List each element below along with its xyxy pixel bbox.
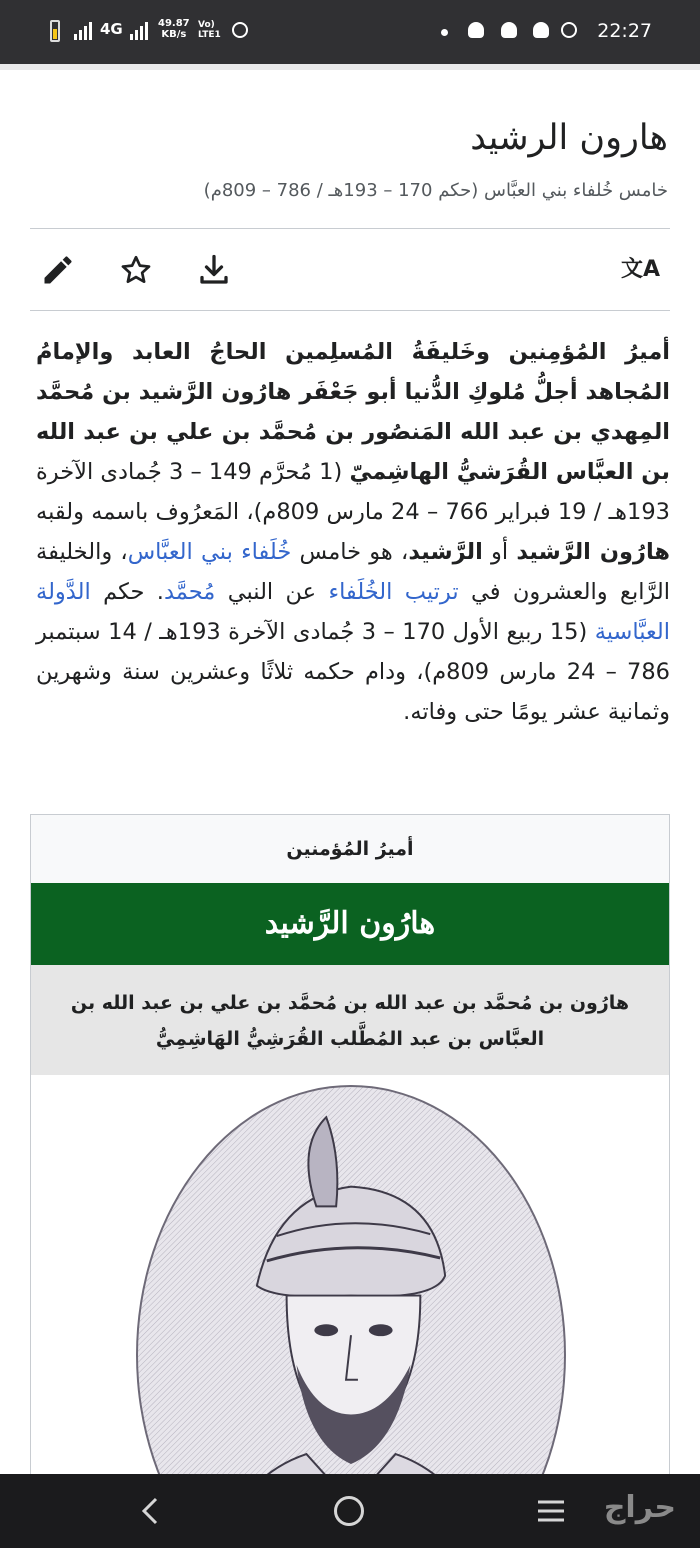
toolbar-divider xyxy=(30,310,670,311)
watermark-logo: حراج xyxy=(603,1490,676,1525)
whatsapp-icon xyxy=(561,22,577,38)
lead-dates: (1 مُحرَّم 149 – 3 جُمادى الآخرة 193هـ / 19 فبراير 766 – 24 مارس 809م)، المَعرُوف باسمه ولقبه xyxy=(36,459,670,525)
back-chevron-icon xyxy=(140,1496,160,1526)
star-icon xyxy=(118,252,154,288)
volte-indicator: Vo) LTE1 xyxy=(198,20,221,40)
navigation-bar xyxy=(0,1474,700,1548)
network-speed xyxy=(158,18,190,40)
pencil-icon xyxy=(40,252,76,288)
portrait-image[interactable] xyxy=(136,1085,566,1514)
language-button[interactable]: 文A xyxy=(620,257,660,282)
header-divider xyxy=(30,228,670,229)
status-bar xyxy=(0,0,700,64)
lead-end: (15 ربيع الأول 170 – 3 جُمادى الآخرة 193هـ / 14 سبتمبر 786 – 24 مارس 809م)، ودام حكمه ثلاثًا وعشرين سنة وشهرين وثمانية عشر يومًا حتى وفاته. xyxy=(36,619,670,725)
speed-unit: KB/s xyxy=(161,29,187,40)
infobox-above: أميرُ المُؤمنين xyxy=(286,838,414,860)
lead-ruled: . حكم xyxy=(90,579,164,605)
download-icon xyxy=(196,252,232,288)
link-caliph-order[interactable]: ترتيب الخُلَفاء xyxy=(328,579,459,605)
portrait-engraving-icon xyxy=(138,1087,564,1514)
network-type: 4G xyxy=(100,20,123,38)
snapchat-icon xyxy=(468,22,484,38)
page-subtitle: خامس خُلفاء بني العبَّاس (حكم 170 – 193هـ / 786 – 809م) xyxy=(203,180,668,201)
lead-rashid: الرَّشيد xyxy=(408,539,483,565)
link-abbasid-caliphs[interactable]: خُلَفاء بني العبَّاس xyxy=(127,539,292,565)
recent-apps-button[interactable] xyxy=(536,1498,566,1528)
infobox xyxy=(30,814,670,1514)
link-muhammad[interactable]: مُحمَّد xyxy=(163,579,216,605)
infobox-name: هارُون الرَّشيد xyxy=(31,883,669,965)
page-title: هارون الرشيد xyxy=(470,118,668,158)
alarm-icon xyxy=(232,22,248,38)
watch-star-button[interactable] xyxy=(118,252,154,288)
lead-bold-name: أميرُ المُؤمِنين وخَليفَةُ المُسلِمين الحاجُ العابد والإمامُ المُجاهد أجلُّ مُلوكِ الدُّنيا أبو جَعْفَر هارُون الرَّشيد بن مُحمَّد المِهدي بن عبد الله المَنصُور بن مُحمَّد بن علي بن عبد الله بن العبَّاس القُرَشيُّ الهاشِميّ xyxy=(36,339,670,485)
article-lead xyxy=(36,332,670,732)
speed-value: 49.87 xyxy=(158,18,190,29)
signal-icon-2 xyxy=(130,22,148,44)
toolbar-edge xyxy=(0,64,700,70)
edit-button[interactable] xyxy=(40,252,76,288)
back-button[interactable] xyxy=(140,1496,160,1530)
snapchat-icon-2 xyxy=(501,22,517,38)
lead-prophet: عن النبي xyxy=(215,579,329,605)
download-button[interactable] xyxy=(196,252,232,288)
infobox-image[interactable] xyxy=(31,1075,669,1514)
lead-fourth: ، والخليفة الرَّابع والعشرون في xyxy=(36,539,670,605)
signal-icon xyxy=(74,22,92,44)
notification-dot-icon xyxy=(441,29,448,36)
lead-or: أو xyxy=(482,539,517,565)
link-abbasid-dynasty[interactable]: الدَّولة العبَّاسية xyxy=(36,579,671,645)
lead-known-name: هارُون الرَّشيد xyxy=(516,539,671,565)
infobox-full-name: هارُون بن مُحمَّد بن عبد الله بن مُحمَّد بن علي بن عبد الله بن العبَّاس بن عبد المُطَّلب القُرَشِيُّ الهَاشِمِيُّ xyxy=(31,965,669,1075)
home-button[interactable] xyxy=(334,1496,364,1526)
lead-fifth: ، هو خامس xyxy=(291,539,409,565)
menu-lines-icon xyxy=(536,1498,566,1524)
snapchat-icon-3 xyxy=(533,22,549,38)
battery-icon xyxy=(50,20,60,42)
clock: 22:27 xyxy=(597,20,652,42)
